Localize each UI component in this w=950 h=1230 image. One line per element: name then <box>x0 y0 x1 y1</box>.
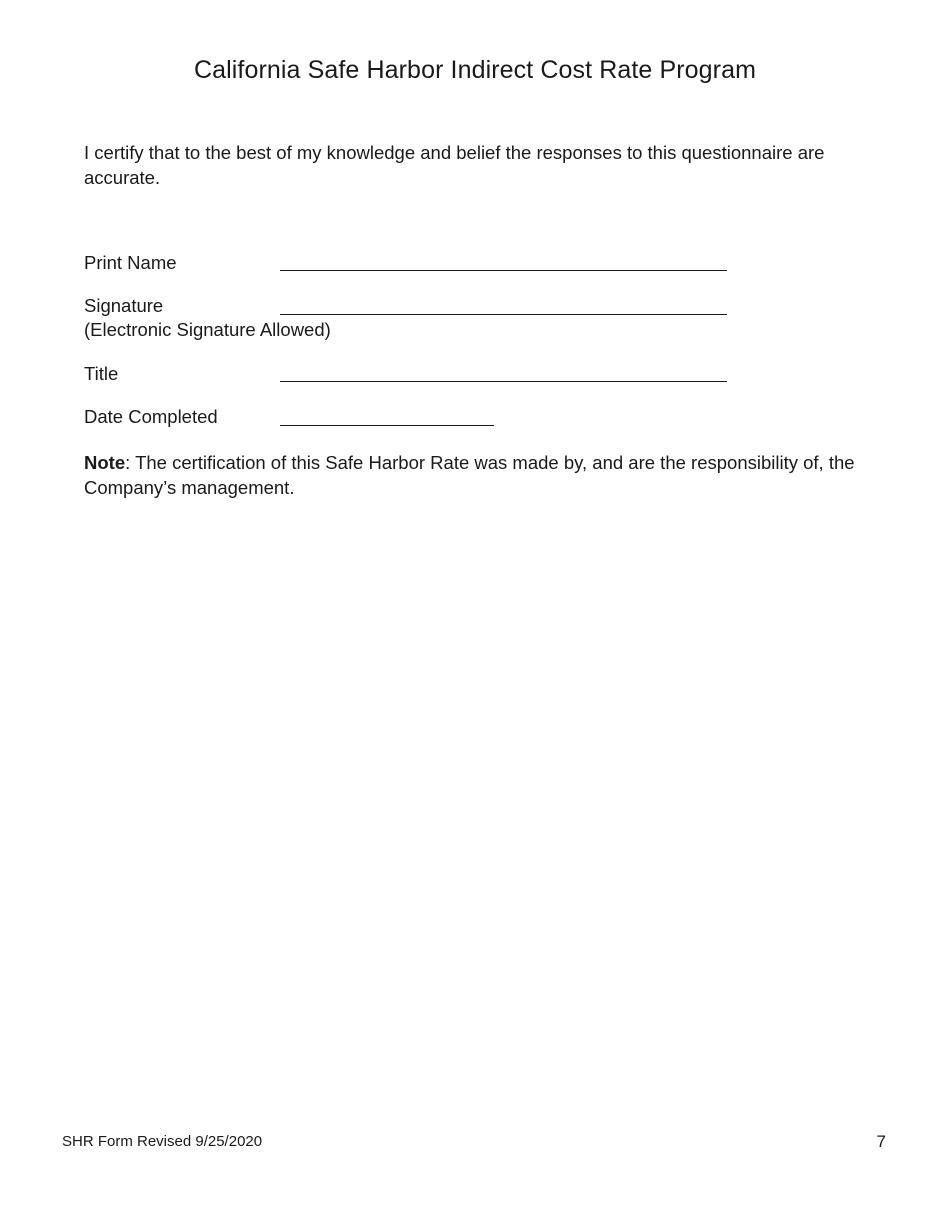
date-completed-label: Date Completed <box>84 406 218 427</box>
certification-statement: I certify that to the best of my knowledge and belief the responses to this questionnaire are accurate. <box>84 142 825 188</box>
title-field[interactable] <box>280 381 727 382</box>
note-text: : The certification of this Safe Harbor Rate was made by, and are the responsibility of, the Company’s management. <box>84 452 855 498</box>
page-number: 7 <box>876 1132 886 1151</box>
signature-field[interactable] <box>280 314 727 315</box>
note-label: Note <box>84 452 126 473</box>
print-name-field[interactable] <box>280 270 727 271</box>
signature-sublabel: (Electronic Signature Allowed) <box>84 319 331 340</box>
signature-label: Signature <box>84 295 164 316</box>
date-completed-field[interactable] <box>280 425 494 426</box>
note-paragraph <box>84 450 904 500</box>
title-label: Title <box>84 363 119 384</box>
page-title: California Safe Harbor Indirect Cost Rate Program <box>193 56 757 84</box>
print-name-label: Print Name <box>84 252 177 273</box>
form-revision: SHR Form Revised 9/25/2020 <box>62 1133 263 1150</box>
